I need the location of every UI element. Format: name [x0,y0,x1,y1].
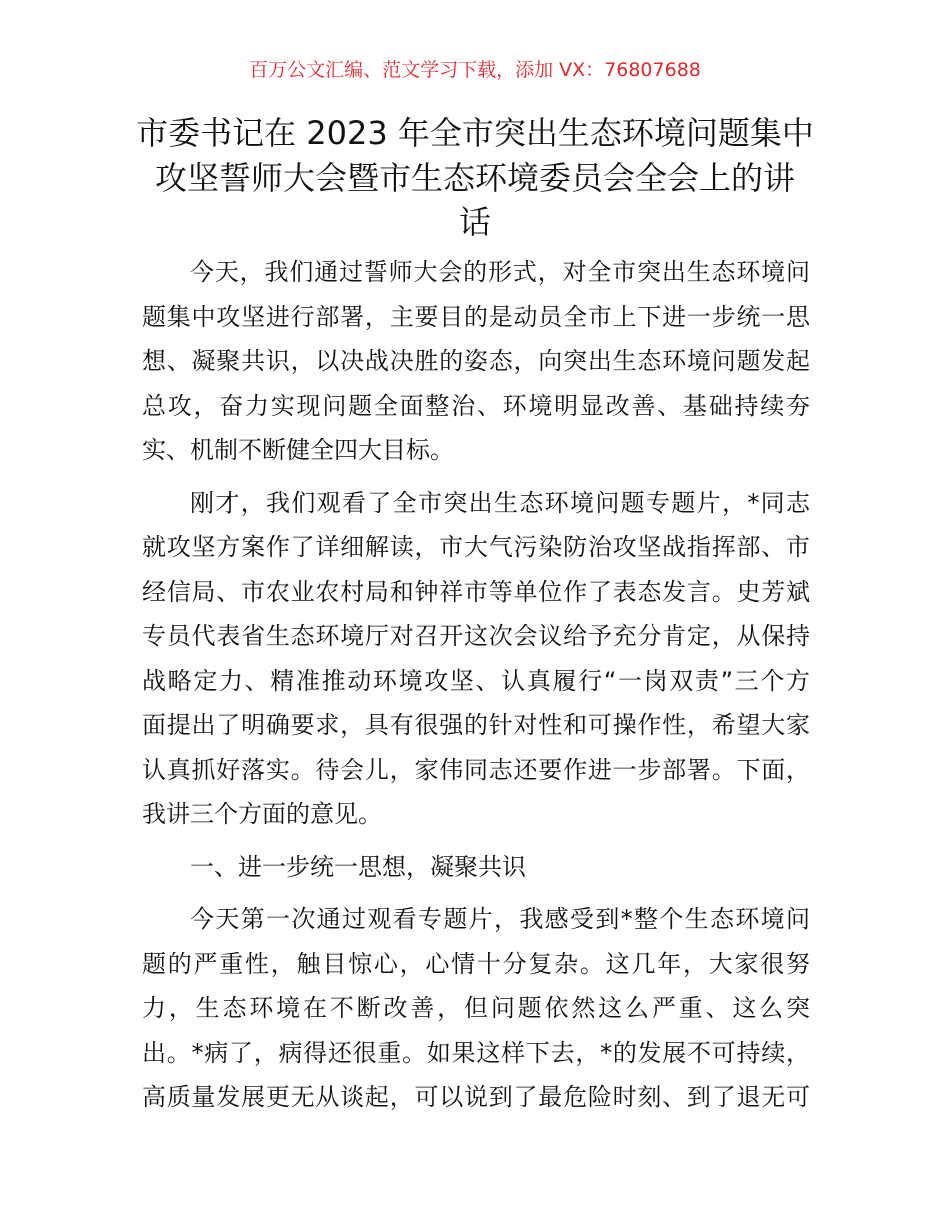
document-body [142,250,810,1120]
text-line: 面提出了明确要求，具有很强的针对性和可操作性，希望大家 [142,711,810,739]
text-line: 就攻坚方案作了详细解读，市大气污染防治攻坚战指挥部、市 [142,533,810,561]
text-line: 想、凝聚共识，以决战决胜的姿态，向突出生态环境问题发起 [142,347,810,375]
text-line: 今天第一次通过观看专题片，我感受到*整个生态环境问 [190,905,810,933]
text-line: 力，生态环境在不断改善，但问题依然这么严重、这么突 [142,994,810,1022]
paragraph-review [142,481,810,837]
section-heading [142,845,810,890]
text-line: 专员代表省生态环境厅对召开这次会议给予充分肯定，从保持 [142,622,810,650]
text-line: 认真抓好落实。待会儿，家伟同志还要作进一步部署。下面， [142,755,810,784]
text-line: 经信局、市农业农村局和钟祥市等单位作了表态发言。史芳斌 [142,577,810,606]
text-line: 高质量发展更无从谈起，可以说到了最危险时刻、到了退无可 [142,1083,810,1111]
title-line: 话 [458,203,491,241]
paragraph-section-1 [142,897,810,1120]
text-line: 题集中攻坚进行部署，主要目的是动员全市上下进一步统一思 [142,302,810,331]
text-line: 出。*病了，病得还很重。如果这样下去，*的发展不可持续， [142,1038,810,1067]
text-line: 我讲三个方面的意见。 [142,800,382,828]
text-line: 实、机制不断健全四大目标。 [142,436,454,464]
paragraph-intro [142,250,810,473]
text-line: 刚才，我们观看了全市突出生态环境问题专题片，*同志 [190,488,810,517]
text-line: 战略定力、精准推动环境攻坚、认真履行“一岗双责”三个方 [142,666,810,695]
document-title [120,111,830,245]
watermark-banner: 百万公文汇编、范文学习下载，添加 VX：76807688 [249,59,701,81]
text-line: 今天，我们通过誓师大会的形式，对全市突出生态环境问 [190,258,810,286]
text-line: 题的严重性，触目惊心，心情十分复杂。这几年，大家很努 [142,949,810,978]
heading-text: 一、进一步统一思想，凝聚共识 [190,852,526,881]
title-line: 攻坚誓师大会暨市生态环境委员会全会上的讲 [154,158,795,197]
title-line: 市委书记在 2023 年全市突出生态环境问题集中 [136,114,814,152]
text-line: 总攻，奋力实现问题全面整治、环境明显改善、基础持续夯 [142,391,810,420]
